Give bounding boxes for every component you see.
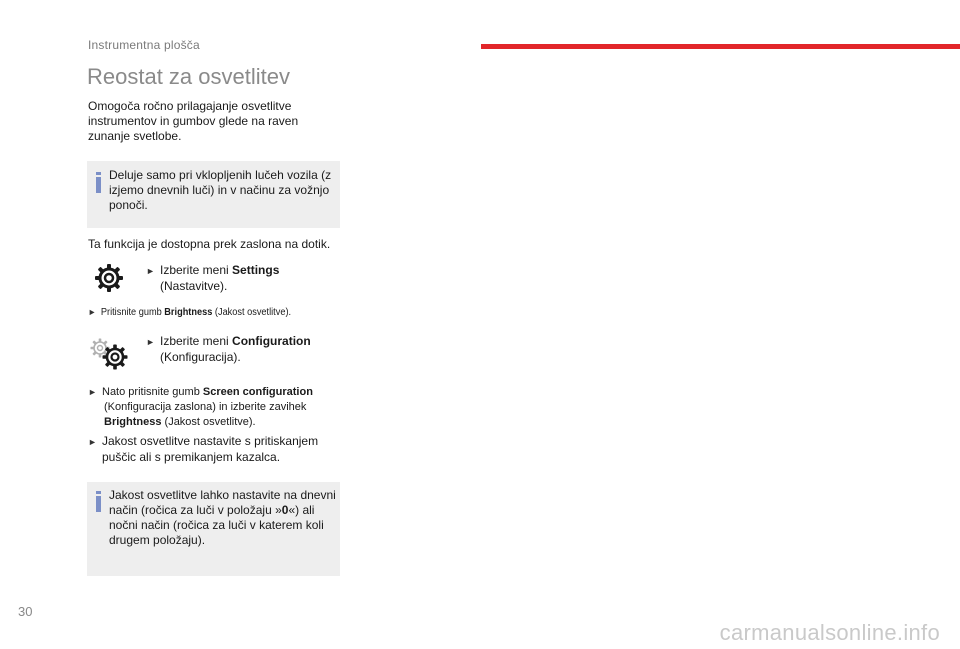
step-brightness: ► Pritisnite gumb Brightness (Jakost osvetlitve). [88,307,292,318]
settings-gear-icon [93,262,125,294]
info-box-lights [87,161,340,228]
page-number: 30 [18,604,33,619]
touchscreen-note: Ta funkcija je dostopna prek zaslona na dotik. [88,237,331,251]
arrow-bullet-icon: ► [88,437,97,447]
step-settings: ► Izberite meni Settings (Nastavitve). [146,263,280,293]
header-accent-bar [481,44,960,49]
arrow-bullet-icon: ► [146,266,155,276]
configuration-gears-icon [88,336,130,372]
step-adjust: ► Jakost osvetlitve nastavite s pritiskanjem puščic ali s premikanjem kazalca. [88,434,319,464]
arrow-bullet-icon: ► [146,337,155,347]
arrow-bullet-icon: ► [88,387,97,397]
page-title: Reostat za osvetlitev [87,64,290,89]
step-screen-configuration: ► Nato pritisnite gumb Screen configuration (Konfiguracija zaslona) in izberite zavihek Brightness (Jakost osvetlitve). [88,386,313,428]
info-text: Deluje samo pri vklopljenih lučeh vozila (z izjemo dnevnih luči) in v načinu za vožnjo ponoči. [109,168,332,212]
arrow-bullet-icon: ► [88,307,97,317]
intro-paragraph: Omogoča ročno prilagajanje osvetlitve instrumentov in gumbov glede na raven zunanje svetlobe. [88,99,299,143]
section-header: Instrumentna plošča [88,38,200,52]
info-text: Jakost osvetlitve lahko nastavite na dnevni način (ročica za luči v položaju »0«) ali nočni način (ročica za luči v katerem koli drugem položaju). [109,488,336,547]
watermark: carmanualsonline.info [719,620,940,645]
info-box-day-night [87,482,340,576]
step-configuration: ► Izberite meni Configuration (Konfiguracija). [146,334,311,364]
